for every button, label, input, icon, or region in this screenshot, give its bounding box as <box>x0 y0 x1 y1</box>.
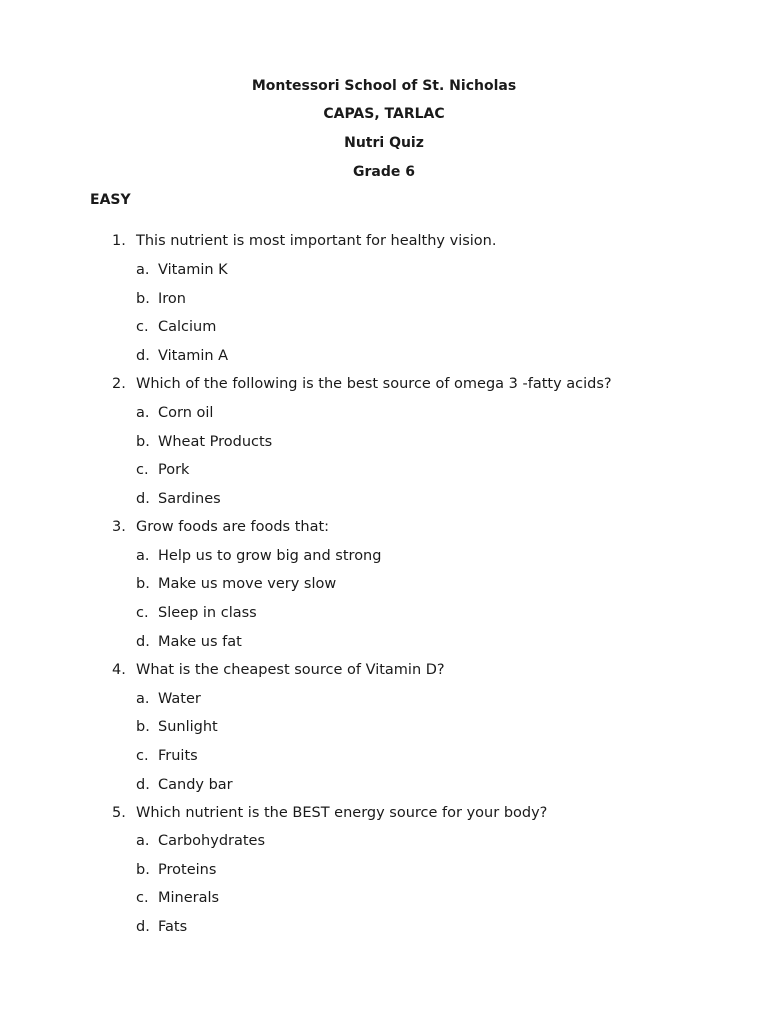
option-3b <box>136 575 336 593</box>
question-text: This nutrient is most important for healthy vision. <box>136 233 497 249</box>
option-letter: b. <box>136 291 150 307</box>
option-text: Iron <box>158 291 186 307</box>
option-text: Sunlight <box>158 719 218 735</box>
option-4b <box>136 718 218 736</box>
option-letter: a. <box>136 691 150 707</box>
option-1c <box>136 318 216 336</box>
option-text: Make us fat <box>158 634 242 650</box>
option-letter: d. <box>136 777 150 793</box>
option-letter: a. <box>136 405 150 421</box>
question-number: 1. <box>112 233 126 249</box>
option-5c <box>136 889 219 907</box>
option-letter: b. <box>136 862 150 878</box>
option-letter: c. <box>136 748 149 764</box>
question-text: Which nutrient is the BEST energy source for your body? <box>136 805 548 821</box>
question-4 <box>112 661 445 679</box>
option-text: Calcium <box>158 319 217 335</box>
option-5d <box>136 918 187 936</box>
option-letter: a. <box>136 548 150 564</box>
option-4a <box>136 690 201 708</box>
option-text: Carbohydrates <box>158 833 266 849</box>
question-number: 5. <box>112 805 126 821</box>
school-location: CAPAS, TARLAC <box>323 106 445 122</box>
option-text: Candy bar <box>158 777 233 793</box>
school-name: Montessori School of St. Nicholas <box>251 78 517 94</box>
question-2 <box>112 375 612 393</box>
option-3c <box>136 604 257 622</box>
option-text: Fats <box>158 919 188 935</box>
option-text: Help us to grow big and strong <box>158 548 382 564</box>
question-5 <box>112 804 547 822</box>
option-text: Corn oil <box>158 405 214 421</box>
option-3d <box>136 633 242 651</box>
option-letter: d. <box>136 491 150 507</box>
option-text: Vitamin A <box>158 348 229 364</box>
option-text: Proteins <box>158 862 217 878</box>
option-2a <box>136 404 213 422</box>
option-letter: b. <box>136 434 150 450</box>
option-1d <box>136 347 228 365</box>
option-4c <box>136 747 198 765</box>
question-number: 4. <box>112 662 126 678</box>
question-text: What is the cheapest source of Vitamin D? <box>136 662 445 678</box>
question-3 <box>112 518 329 536</box>
option-letter: b. <box>136 719 150 735</box>
option-text: Make us move very slow <box>158 576 337 592</box>
option-text: Fruits <box>158 748 198 764</box>
option-text: Vitamin K <box>158 262 228 278</box>
option-letter: d. <box>136 919 150 935</box>
option-letter: a. <box>136 262 150 278</box>
option-4d <box>136 776 233 794</box>
section-title: EASY <box>90 192 131 208</box>
option-text: Sleep in class <box>158 605 257 621</box>
question-text: Which of the following is the best source of omega 3 -fatty acids? <box>136 376 612 392</box>
option-letter: c. <box>136 890 149 906</box>
option-5b <box>136 861 216 879</box>
option-text: Wheat Products <box>158 434 273 450</box>
option-2c <box>136 461 189 479</box>
option-text: Pork <box>158 462 190 478</box>
option-3a <box>136 547 381 565</box>
option-2b <box>136 433 272 451</box>
option-text: Water <box>158 691 201 707</box>
option-5a <box>136 832 265 850</box>
option-letter: b. <box>136 576 150 592</box>
option-letter: c. <box>136 462 149 478</box>
question-1 <box>112 232 496 250</box>
option-1a <box>136 261 228 279</box>
option-letter: c. <box>136 605 149 621</box>
option-letter: d. <box>136 348 150 364</box>
quiz-title: Nutri Quiz <box>344 135 424 151</box>
question-number: 3. <box>112 519 126 535</box>
option-1b <box>136 290 186 308</box>
option-letter: a. <box>136 833 150 849</box>
question-number: 2. <box>112 376 126 392</box>
option-text: Sardines <box>158 491 221 507</box>
option-letter: d. <box>136 634 150 650</box>
question-text: Grow foods are foods that: <box>136 519 330 535</box>
option-2d <box>136 490 221 508</box>
option-letter: c. <box>136 319 149 335</box>
grade-label: Grade 6 <box>353 164 415 180</box>
option-text: Minerals <box>158 890 220 906</box>
